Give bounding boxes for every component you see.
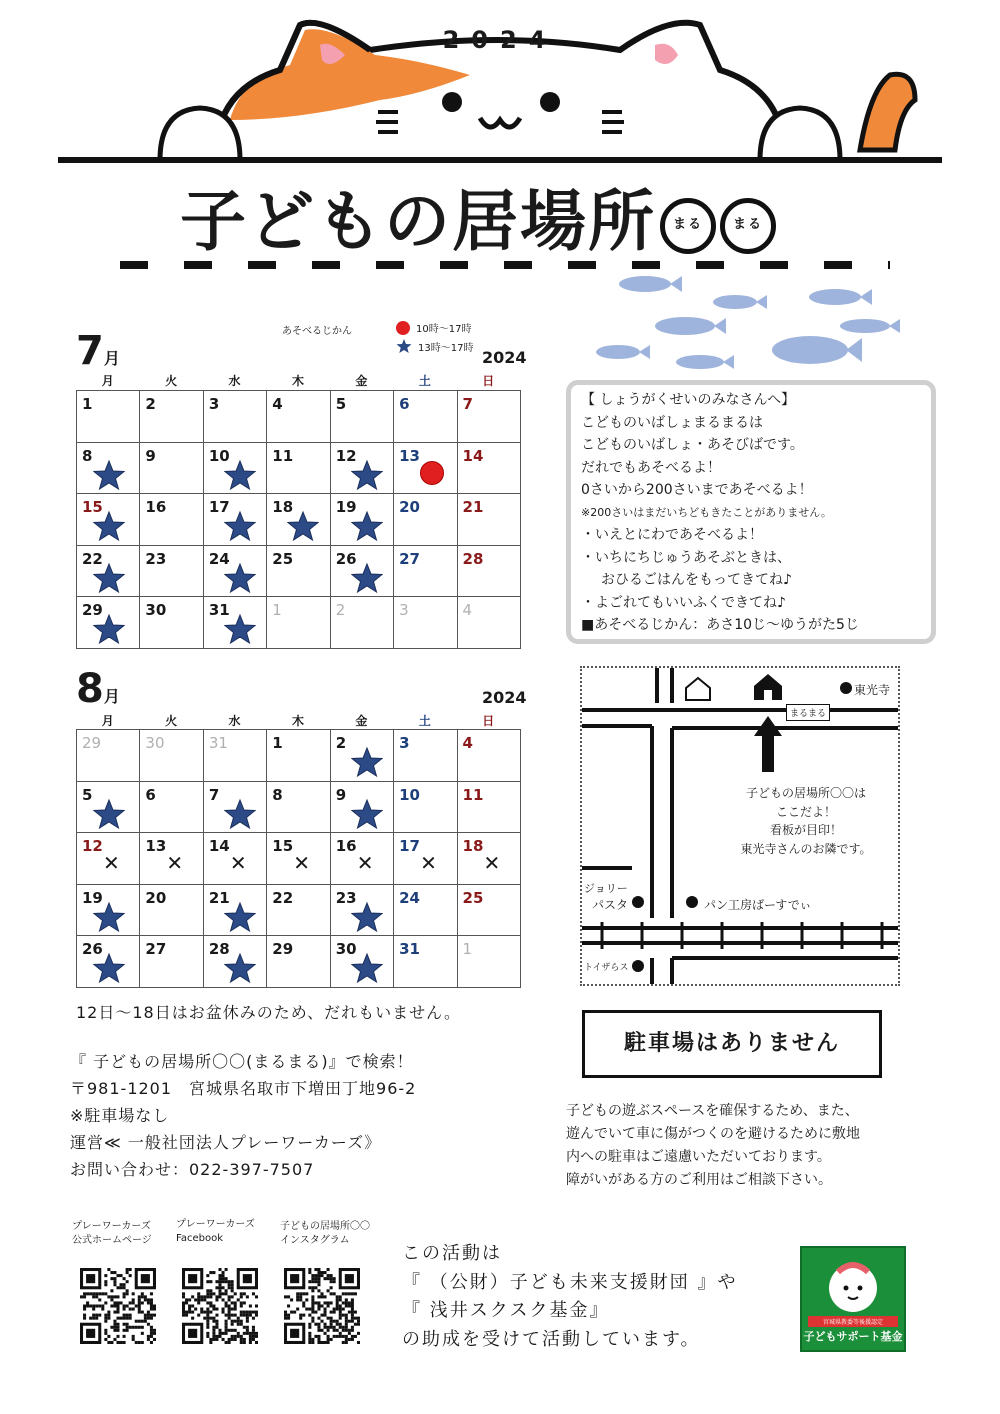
- closed-cross-icon: ✕: [103, 851, 120, 876]
- star-icon: [224, 510, 256, 542]
- star-icon: [351, 562, 383, 594]
- calendar-day: [140, 782, 203, 834]
- calendar-day: [267, 936, 330, 988]
- day-number: 26: [335, 549, 357, 568]
- notice-bullet: ・いえとにわであそべるよ！: [581, 527, 763, 543]
- closed-cross-icon: ✕: [293, 851, 311, 876]
- star-icon: [224, 613, 256, 645]
- day-number: 5: [82, 785, 93, 804]
- calendar-day: [267, 782, 330, 834]
- day-number: 11: [462, 785, 484, 804]
- closed-cross-icon: ✕: [420, 851, 437, 876]
- calendar-day: [204, 443, 267, 495]
- day-number: 20: [145, 888, 167, 907]
- july-calendar-grid: [76, 390, 521, 649]
- calendar-day: [458, 885, 521, 937]
- day-number: 17: [399, 837, 420, 856]
- qr-code-facebook[interactable]: [182, 1268, 258, 1344]
- calendar-day: [140, 494, 203, 546]
- calendar-day: [331, 730, 394, 782]
- page-title: [180, 168, 776, 263]
- calendar-day: [204, 936, 267, 988]
- qr-label-homepage: プレーワーカーズ 公式ホームページ: [72, 1221, 152, 1246]
- day-number: 16: [145, 498, 167, 517]
- qr-label-instagram: 子どもの居場所〇〇 インスタグラム: [280, 1221, 370, 1246]
- star-icon: [93, 613, 125, 645]
- day-number: 12: [335, 446, 357, 465]
- qr-code-instagram[interactable]: [284, 1268, 360, 1344]
- map-bakery: パン工房ばーすでぃ: [704, 898, 812, 912]
- calendar-day: [77, 443, 140, 495]
- day-number: 23: [145, 549, 167, 568]
- day-number: 24: [399, 888, 420, 907]
- star-icon: [351, 510, 383, 542]
- day-number: 22: [82, 549, 103, 568]
- day-number: 4: [462, 601, 473, 620]
- calendar-day: [267, 885, 330, 937]
- calendar-day: [267, 391, 330, 443]
- weekday-label: 水: [228, 714, 241, 728]
- day-number: 7: [462, 395, 473, 413]
- calendar-day: [267, 597, 330, 649]
- logo-name: 子どもサポート基金: [803, 1330, 903, 1343]
- august-calendar-grid: [76, 729, 521, 988]
- red-dot-icon: [420, 461, 444, 485]
- calendar-day: [77, 833, 140, 885]
- day-number: 7: [208, 785, 220, 804]
- red-dot-icon: [396, 321, 410, 335]
- star-icon: [396, 338, 412, 354]
- calendar-day: [331, 885, 394, 937]
- day-number: 13: [399, 446, 420, 465]
- day-number: 30: [145, 734, 165, 752]
- notice-bullet: おひるごはんをもってきてね♪: [601, 572, 792, 588]
- day-number: 9: [145, 446, 156, 465]
- calendar-day: [394, 885, 457, 937]
- calendar-day: [394, 936, 457, 988]
- day-number: 3: [208, 395, 220, 413]
- star-icon: [93, 510, 125, 542]
- day-number: 18: [272, 498, 294, 517]
- maru-circle-1: まる: [660, 198, 716, 254]
- map-jolly: ジョリー: [584, 882, 628, 895]
- calendar-day: [77, 885, 140, 937]
- calendar-day: [140, 391, 203, 443]
- day-number: 19: [335, 498, 357, 517]
- calendar-day: [140, 936, 203, 988]
- weekday-label: 月: [101, 374, 114, 388]
- day-number: 30: [335, 940, 357, 959]
- weekday-label: 土: [418, 374, 431, 388]
- calendar-day: [458, 494, 521, 546]
- legend-title: あそべるじかん: [282, 326, 352, 337]
- day-number: 14: [208, 837, 230, 856]
- day-number: 2: [335, 734, 347, 752]
- star-icon: [93, 798, 125, 830]
- calendar-day: [140, 597, 203, 649]
- calendar-day: [458, 833, 521, 885]
- weekday-label: 水: [228, 374, 241, 388]
- calendar-day: [458, 782, 521, 834]
- calendar-day: [394, 782, 457, 834]
- day-number: 18: [462, 837, 484, 856]
- day-number: 22: [272, 888, 294, 907]
- calendar-day: [394, 833, 457, 885]
- weekday-label: 木: [291, 374, 304, 388]
- day-number: 27: [399, 549, 420, 568]
- calendar-day: [331, 391, 394, 443]
- calendar-day: [77, 730, 140, 782]
- calendar-day: [77, 494, 140, 546]
- star-icon: [224, 901, 256, 933]
- calendar-day: [331, 546, 394, 598]
- day-number: 25: [272, 549, 294, 568]
- day-number: 14: [462, 446, 484, 465]
- weekday-label: 金: [355, 374, 368, 388]
- calendar-day: [140, 546, 203, 598]
- map-description: 子どもの居場所〇〇は ここだよ！ 看板が目印！ 東光寺さんのお隣です。: [740, 786, 872, 856]
- calendar-day: [140, 833, 203, 885]
- day-number: 9: [335, 785, 347, 804]
- calendar-day: [204, 730, 267, 782]
- day-number: 21: [208, 888, 230, 907]
- calendar-day: [458, 936, 521, 988]
- day-number: 6: [145, 785, 156, 804]
- weekday-label: 日: [482, 374, 495, 388]
- phone: お問い合わせ：022-397-7507: [70, 1160, 315, 1179]
- weekday-label: 月: [101, 714, 114, 728]
- calendar-day: [394, 730, 457, 782]
- calendar-day: [458, 730, 521, 782]
- mascot-icon: [802, 1252, 904, 1322]
- calendar-day: [77, 391, 140, 443]
- notice-line: こどものいばしょ・あそびばです。: [581, 437, 804, 453]
- weekday-label: 火: [165, 374, 178, 388]
- calendar-day: [394, 597, 457, 649]
- day-number: 23: [335, 888, 357, 907]
- qr-label-facebook: プレーワーカーズ Facebook: [176, 1219, 255, 1244]
- notice-bullet: ・よごれてもいいふくできてね♪: [581, 594, 786, 611]
- weekday-label: 火: [165, 714, 178, 728]
- legend-dot-label: 10時～17時: [416, 324, 472, 335]
- location-map: [580, 666, 900, 986]
- legend-dot: [396, 320, 471, 335]
- day-number: 30: [145, 601, 167, 620]
- day-number: 13: [145, 837, 167, 856]
- day-number: 17: [208, 498, 230, 517]
- weekday-label: 金: [355, 714, 368, 728]
- day-number: 10: [208, 446, 230, 465]
- day-number: 4: [462, 734, 473, 752]
- weekday-label: 日: [482, 714, 495, 728]
- star-icon: [93, 901, 125, 933]
- day-number: 2: [145, 395, 156, 413]
- star-icon: [287, 510, 319, 542]
- star-icon: [351, 901, 383, 933]
- calendar-day: [204, 885, 267, 937]
- notice-box: [566, 380, 936, 644]
- day-number: 5: [335, 395, 347, 413]
- parking-remark: ※駐車場なし: [70, 1106, 170, 1125]
- year-label: 2024: [442, 26, 558, 54]
- kodomo-support-fund-logo: [800, 1246, 906, 1352]
- day-number: 20: [399, 498, 420, 517]
- calendar-day: [140, 885, 203, 937]
- calendar-day: [394, 494, 457, 546]
- day-number: 10: [399, 785, 420, 804]
- day-number: 31: [208, 734, 228, 752]
- day-number: 24: [208, 549, 230, 568]
- closed-note: 12日～18日はお盆休みのため、だれもいません。: [76, 1003, 462, 1022]
- day-number: 28: [208, 940, 230, 959]
- legend-star: [396, 338, 473, 354]
- day-number: 29: [82, 601, 103, 620]
- star-icon: [224, 798, 256, 830]
- day-number: 2: [335, 601, 346, 620]
- notice-hours: ■あそべるじかん：あさ10じ～ゆうがた5じ: [581, 617, 859, 633]
- star-icon: [224, 952, 256, 984]
- day-number: 1: [82, 395, 93, 413]
- notice-bullet: ・いちにちじゅうあそぶときは、: [581, 549, 791, 566]
- calendar-day: [458, 391, 521, 443]
- day-number: 25: [462, 888, 484, 907]
- qr-code-homepage[interactable]: [80, 1268, 156, 1344]
- july-weekday-header: [76, 372, 520, 389]
- calendar-day: [394, 443, 457, 495]
- day-number: 28: [462, 549, 484, 568]
- operator: 運営≪ 一般社団法人プレーワーカーズ》: [70, 1133, 382, 1152]
- star-icon: [224, 562, 256, 594]
- notice-small-note: ※200さいはまだいちどもきたことがありません。: [581, 505, 832, 519]
- notice-line: だれでもあそべるよ！: [581, 459, 721, 476]
- notice-heading: 【 しょうがくせいのみなさんへ】: [581, 392, 796, 408]
- day-number: 1: [272, 601, 282, 620]
- calendar-day: [267, 730, 330, 782]
- day-number: 15: [272, 837, 294, 856]
- calendar-day: [140, 443, 203, 495]
- closed-cross-icon: ✕: [229, 851, 247, 876]
- august-month-label: 8月: [76, 666, 120, 712]
- calendar-day: [394, 391, 457, 443]
- map-temple: 東光寺: [854, 683, 891, 697]
- star-icon: [351, 952, 383, 984]
- day-number: 4: [272, 395, 283, 413]
- map-pasta: パスタ: [592, 898, 629, 912]
- legend-star-label: 13時～17時: [418, 342, 474, 354]
- title-text: 子どもの居場所: [180, 183, 656, 260]
- no-parking-box: 駐車場はありません: [582, 1010, 882, 1078]
- weekday-label: 土: [418, 714, 431, 728]
- day-number: 16: [335, 837, 357, 856]
- calendar-day: [204, 391, 267, 443]
- map-sign: まるまる: [786, 704, 830, 721]
- calendar-day: [458, 597, 521, 649]
- calendar-day: [204, 833, 267, 885]
- calendar-day: [267, 443, 330, 495]
- closed-cross-icon: ✕: [356, 851, 374, 876]
- july-month-label: 7月: [76, 328, 120, 374]
- august-weekday-header: [76, 712, 520, 729]
- calendar-day: [331, 833, 394, 885]
- calendar-day: [77, 782, 140, 834]
- calendar-day: [267, 833, 330, 885]
- star-icon: [351, 746, 383, 778]
- day-number: 1: [272, 734, 283, 752]
- fish-decoration: [590, 262, 920, 377]
- star-icon: [93, 952, 125, 984]
- star-icon: [93, 562, 125, 594]
- calendar-day: [331, 782, 394, 834]
- day-number: 26: [82, 940, 103, 959]
- day-number: 21: [462, 498, 484, 517]
- day-number: 19: [82, 888, 103, 907]
- map-toys: トイザらス: [584, 963, 629, 973]
- closed-cross-icon: ✕: [483, 851, 501, 876]
- calendar-day: [458, 443, 521, 495]
- star-icon: [224, 459, 256, 491]
- calendar-day: [267, 546, 330, 598]
- notice-line: 0さいから200さいまであそべるよ！: [581, 482, 813, 498]
- parking-note: 子どもの遊ぶスペースを確保するため、また、 遊んでいて車に傷がつくのを避けるために敷地 内への駐車はご遠慮いただいております。 障がいがある方のご利用はご相談下さい。: [566, 1103, 860, 1188]
- calendar-day: [331, 494, 394, 546]
- weekday-label: 木: [291, 714, 304, 728]
- calendar-day: [458, 546, 521, 598]
- calendar-day: [140, 730, 203, 782]
- day-number: 6: [399, 395, 410, 413]
- calendar-day: [204, 782, 267, 834]
- calendar-day: [77, 597, 140, 649]
- calendar-day: [204, 494, 267, 546]
- day-number: 29: [272, 940, 294, 959]
- day-number: 15: [82, 498, 103, 517]
- star-icon: [351, 798, 383, 830]
- funding-note: この活動は 『 （公財）子ども未来支援財団 』や 『 浅井スクスク基金』 の助成を受けて活動しています。: [402, 1243, 738, 1350]
- day-number: 31: [208, 601, 230, 620]
- day-number: 29: [82, 734, 102, 752]
- august-year: 2024: [482, 688, 527, 707]
- day-number: 11: [272, 446, 294, 465]
- star-icon: [351, 459, 383, 491]
- day-number: 3: [399, 734, 410, 752]
- day-number: 12: [82, 837, 103, 856]
- calendar-day: [204, 597, 267, 649]
- calendar-day: [331, 443, 394, 495]
- day-number: 1: [462, 940, 473, 959]
- address: 〒981-1201 宮城県名取市下増田丁地96-2: [70, 1079, 417, 1098]
- search-hint: 『 子どもの居場所〇〇(まるまる)』で検索！: [70, 1052, 414, 1071]
- calendar-day: [331, 597, 394, 649]
- day-number: 31: [399, 940, 420, 959]
- contact-info: [70, 1048, 416, 1183]
- calendar-day: [204, 546, 267, 598]
- notice-line: こどものいばしょまるまるは: [581, 414, 763, 431]
- star-icon: [93, 459, 125, 491]
- maru-circle-2: まる: [720, 198, 776, 254]
- calendar-day: [77, 546, 140, 598]
- closed-cross-icon: ✕: [166, 851, 184, 876]
- logo-small-text: 宮城県教委等後援認定: [808, 1316, 898, 1327]
- calendar-day: [77, 936, 140, 988]
- day-number: 3: [399, 601, 409, 620]
- day-number: 27: [145, 940, 167, 959]
- day-number: 8: [272, 785, 283, 804]
- calendar-day: [267, 494, 330, 546]
- calendar-day: [331, 936, 394, 988]
- day-number: 8: [82, 446, 93, 465]
- calendar-day: [394, 546, 457, 598]
- july-year: 2024: [482, 348, 527, 367]
